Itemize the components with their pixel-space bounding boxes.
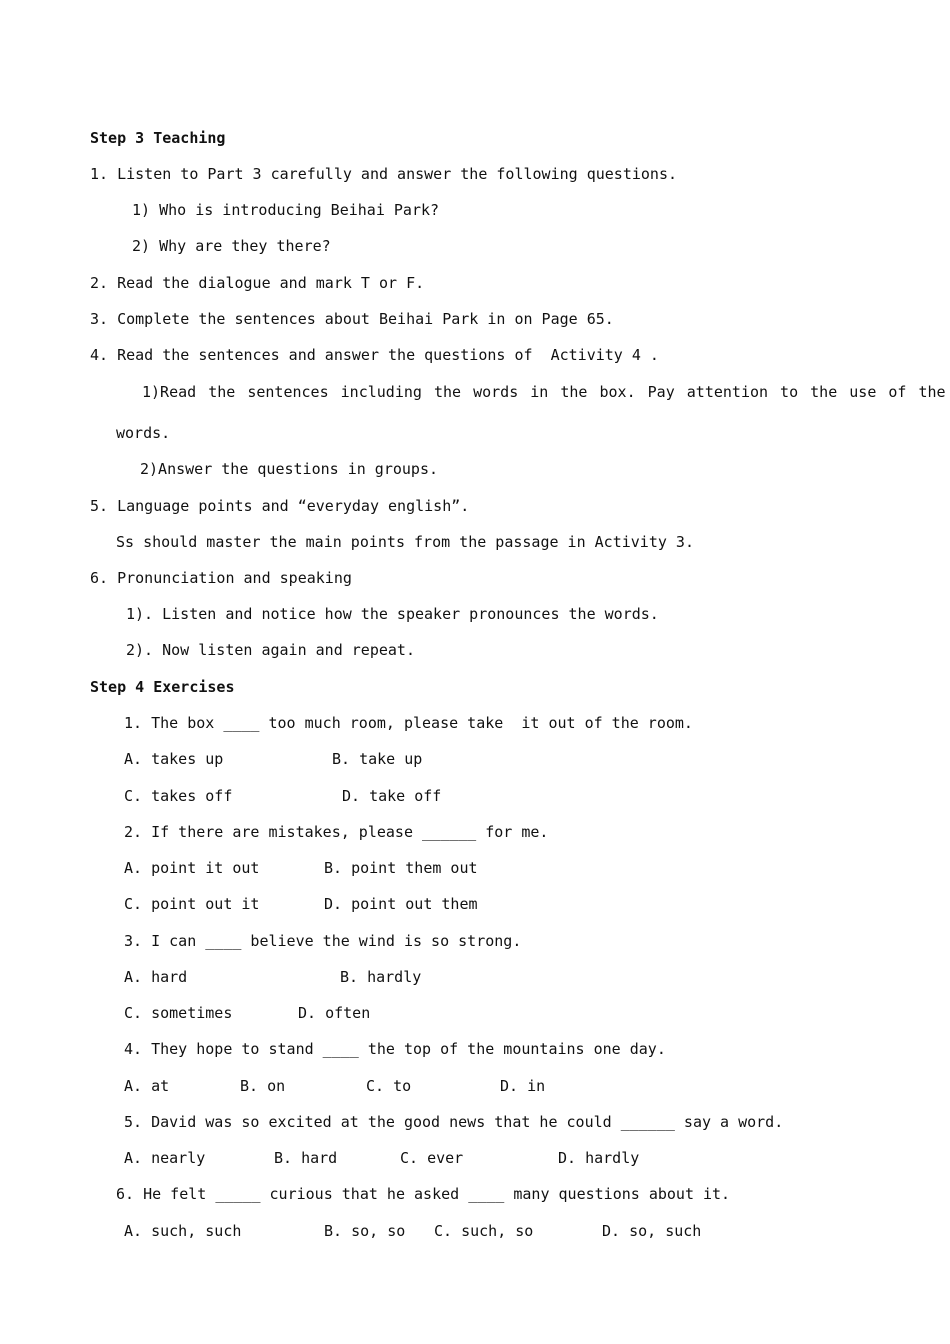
exercise-6-option-b: B. so, so	[324, 1222, 406, 1240]
exercise-1-option-b: B. take up	[332, 750, 423, 768]
exercise-2-option-b: B. point them out	[324, 859, 478, 877]
exercise-2-question: 2. If there are mistakes, please ______ for me.	[124, 823, 549, 841]
exercise-3-option-a: A. hard	[124, 968, 188, 986]
step3-item-2: 2. Read the dialogue and mark T or F.	[90, 274, 425, 292]
exercise-1-option-d: D. take off	[342, 787, 442, 805]
exercise-3-option-c: C. sometimes	[124, 1004, 233, 1022]
exercise-2-option-d: D. point out them	[324, 895, 478, 913]
exercise-3-question: 3. I can ____ believe the wind is so strong.	[124, 932, 522, 950]
exercise-1-option-c: C. takes off	[124, 787, 233, 805]
step3-item-1-sub-1: 1) Who is introducing Beihai Park?	[132, 201, 440, 219]
exercise-4-option-a: A. at	[124, 1077, 170, 1095]
step3-item-3: 3. Complete the sentences about Beihai Park in on Page 65.	[90, 310, 614, 328]
exercise-3-option-d: D. often	[298, 1004, 371, 1022]
step3-item-4-sub-1: 1)Read the sentences including the words in the box. Pay attention to the use of the	[142, 383, 946, 401]
step3-item-4-sub-1-cont: words.	[116, 424, 171, 442]
step3-item-1: 1. Listen to Part 3 carefully and answer the following questions.	[90, 165, 677, 183]
exercise-3-option-b: B. hardly	[340, 968, 422, 986]
exercise-4-question: 4. They hope to stand ____ the top of the mountains one day.	[124, 1040, 666, 1058]
exercise-6-question: 6. He felt _____ curious that he asked ____ many questions about it.	[116, 1185, 731, 1203]
exercise-5-option-c: C. ever	[400, 1149, 464, 1167]
step3-item-5-note: Ss should master the main points from the passage in Activity 3.	[116, 533, 694, 551]
exercise-4-option-b: B. on	[240, 1077, 286, 1095]
step3-item-6-sub-2: 2). Now listen again and repeat.	[126, 641, 415, 659]
exercise-6-option-c: C. such, so	[434, 1222, 534, 1240]
step3-heading: Step 3 Teaching	[90, 129, 226, 147]
step3-item-6-sub-1: 1). Listen and notice how the speaker pronounces the words.	[126, 605, 659, 623]
step3-item-4: 4. Read the sentences and answer the questions of Activity 4 .	[90, 346, 659, 364]
exercise-2-option-a: A. point it out	[124, 859, 260, 877]
exercise-4-option-d: D. in	[500, 1077, 546, 1095]
exercise-1-option-a: A. takes up	[124, 750, 224, 768]
exercise-6-option-a: A. such, such	[124, 1222, 242, 1240]
exercise-5-question: 5. David was so excited at the good news that he could ______ say a word.	[124, 1113, 784, 1131]
exercise-4-option-c: C. to	[366, 1077, 412, 1095]
step3-item-6: 6. Pronunciation and speaking	[90, 569, 352, 587]
exercise-1-question: 1. The box ____ too much room, please take it out of the room.	[124, 714, 693, 732]
step3-item-1-sub-2: 2) Why are they there?	[132, 237, 331, 255]
exercise-5-option-a: A. nearly	[124, 1149, 206, 1167]
exercise-5-option-d: D. hardly	[558, 1149, 640, 1167]
step3-item-4-sub-2: 2)Answer the questions in groups.	[140, 460, 439, 478]
exercise-6-option-d: D. so, such	[602, 1222, 702, 1240]
exercise-2-option-c: C. point out it	[124, 895, 260, 913]
step3-item-5: 5. Language points and “everyday english”.	[90, 497, 470, 515]
exercise-5-option-b: B. hard	[274, 1149, 338, 1167]
step4-heading: Step 4 Exercises	[90, 678, 235, 696]
